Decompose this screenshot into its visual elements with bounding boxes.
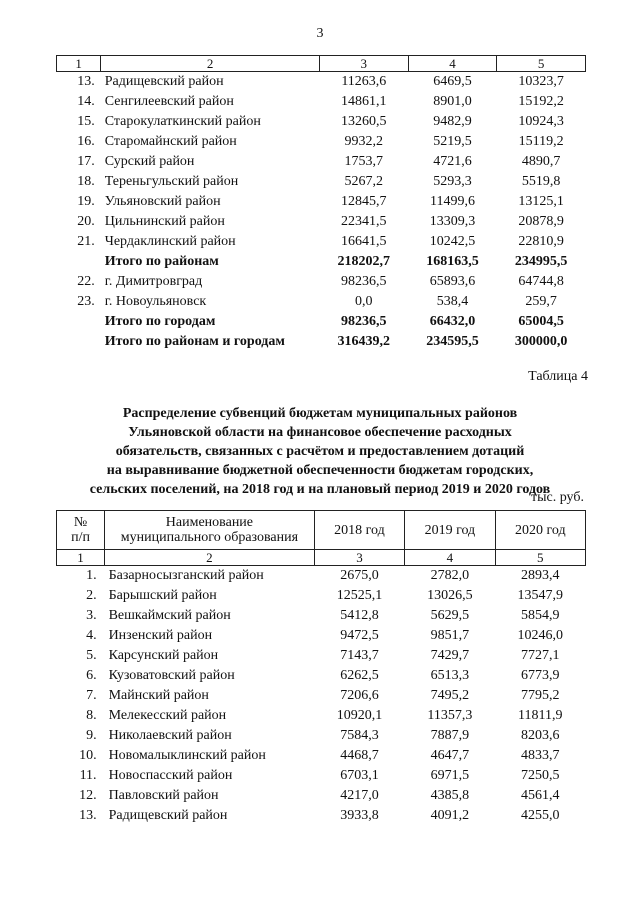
value-col4: 7429,7 — [430, 648, 470, 663]
row-number: 16. — [77, 134, 95, 149]
value-col4: 10242,5 — [429, 234, 476, 249]
row-name: Карсунский район — [108, 648, 219, 663]
table-row — [57, 192, 586, 212]
value-col3: 4468,7 — [340, 748, 379, 763]
row-number: 19. — [77, 194, 95, 209]
title-line: сельских поселений, на 2018 год и на плановый период 2019 и 2020 годов — [89, 482, 551, 497]
row-name: Новомалыклинский район — [108, 748, 266, 763]
title-line: обязательств, связанных с расчётом и предоставлением дотаций — [115, 444, 525, 459]
header-name — [105, 511, 315, 550]
table-row — [57, 112, 586, 132]
table-row — [57, 666, 586, 686]
row-number: 3. — [86, 608, 97, 623]
value-col5: 4561,4 — [521, 788, 560, 803]
col-header: 2 — [101, 56, 320, 72]
value-col3: 4217,0 — [340, 788, 379, 803]
header-2020: 2020 год — [495, 511, 585, 550]
value-col5: 4890,7 — [521, 154, 561, 169]
row-number: 13. — [79, 808, 97, 823]
row-name: Итого по районам — [104, 254, 219, 269]
row-name: Базарносызганский район — [108, 568, 264, 583]
row-number: 1. — [86, 568, 97, 583]
value-col4: 168163,5 — [426, 254, 479, 269]
value-col5: 4255,0 — [521, 808, 560, 823]
row-number: 7. — [86, 688, 97, 703]
table-row — [57, 766, 586, 786]
table-row — [57, 706, 586, 726]
row-name: Ульяновский район — [104, 194, 221, 209]
table-row — [57, 566, 586, 587]
value-col3: 12845,7 — [341, 194, 387, 209]
column-number-row — [57, 56, 586, 72]
row-number: 2. — [86, 588, 97, 603]
header-2018: 2018 год — [314, 511, 404, 550]
value-col5: 234995,5 — [514, 254, 568, 269]
row-number: 6. — [86, 668, 97, 683]
row-number: 15. — [77, 114, 95, 129]
table-row — [57, 152, 586, 172]
value-col3: 6262,5 — [340, 668, 379, 683]
row-name: Сурский район — [104, 154, 195, 169]
value-col3: 9472,5 — [340, 628, 379, 643]
value-col3: 7143,7 — [340, 648, 379, 663]
col-header: 4 — [408, 56, 497, 72]
col-number: 2 — [105, 550, 315, 566]
col-header: 3 — [319, 56, 408, 72]
row-name: Цильнинский район — [104, 214, 225, 229]
value-col3: 6703,1 — [340, 768, 379, 783]
value-col3: 5267,2 — [344, 174, 384, 189]
value-col5: 15119,2 — [518, 134, 564, 149]
value-col3: 98236,5 — [341, 314, 387, 329]
row-name: Радищевский район — [104, 74, 224, 89]
table-row — [57, 646, 586, 666]
table-row — [57, 232, 586, 252]
row-name: Павловский район — [108, 788, 219, 803]
value-col3: 3933,8 — [340, 808, 379, 823]
table-row — [57, 746, 586, 766]
value-col3: 10920,1 — [336, 708, 383, 723]
table-row — [57, 586, 586, 606]
value-col5: 13125,1 — [518, 194, 564, 209]
value-col5: 8203,6 — [521, 728, 560, 743]
row-name: Кузоватовский район — [108, 668, 235, 683]
table-row — [57, 726, 586, 746]
value-col5: 11811,9 — [518, 708, 563, 723]
value-col5: 7250,5 — [521, 768, 560, 783]
value-col5: 22810,9 — [518, 234, 564, 249]
value-col3: 12525,1 — [336, 588, 383, 603]
value-col3: 1753,7 — [344, 154, 384, 169]
title-line: Ульяновской области на финансовое обеспечение расходных — [128, 425, 512, 440]
continued-table — [56, 55, 586, 352]
table-row — [57, 272, 586, 292]
value-col4: 5629,5 — [430, 608, 470, 623]
units-label: тыс. руб. — [531, 490, 584, 505]
row-number: 10. — [79, 748, 97, 763]
title-line: на выравнивание бюджетной обеспеченности бюджетам городских, — [106, 463, 534, 478]
continued-table-body — [57, 72, 586, 353]
value-col3: 11263,6 — [341, 74, 387, 89]
value-col4: 6513,3 — [430, 668, 470, 683]
value-col3: 0,0 — [355, 294, 373, 309]
value-col4: 13309,3 — [429, 214, 476, 229]
value-col3: 7206,6 — [340, 688, 379, 703]
row-number: 21. — [77, 234, 95, 249]
row-number: 8. — [86, 708, 97, 723]
value-col4: 234595,5 — [426, 334, 479, 349]
row-number: 12. — [79, 788, 97, 803]
value-col4: 8901,0 — [433, 94, 472, 109]
row-number: 22. — [77, 274, 95, 289]
col-number: 5 — [495, 550, 585, 566]
value-col4: 4091,2 — [430, 808, 470, 823]
header-num-line2: п/п — [71, 530, 90, 545]
value-col5: 5519,8 — [521, 174, 561, 189]
value-col5: 300000,0 — [514, 334, 568, 349]
total-row — [57, 252, 586, 272]
value-col5: 4833,7 — [521, 748, 560, 763]
value-col4: 4647,7 — [430, 748, 470, 763]
header-2019: 2019 год — [405, 511, 495, 550]
row-number: 18. — [77, 174, 95, 189]
value-col5: 6773,9 — [521, 668, 560, 683]
row-number: 13. — [77, 74, 95, 89]
row-name: Инзенский район — [108, 628, 213, 643]
value-col5: 15192,2 — [518, 94, 564, 109]
table-label: Таблица 4 — [528, 369, 588, 384]
subvention-table-body — [57, 566, 586, 827]
row-number — [57, 332, 101, 352]
row-number: 5. — [86, 648, 97, 663]
value-col5: 10924,3 — [518, 114, 564, 129]
row-number: 14. — [77, 94, 95, 109]
value-col5: 20878,9 — [518, 214, 564, 229]
value-col5: 2893,4 — [521, 568, 560, 583]
row-name: Старомайнский район — [104, 134, 237, 149]
value-col4: 2782,0 — [430, 568, 470, 583]
row-number: 20. — [77, 214, 95, 229]
table-row — [57, 92, 586, 112]
table-row — [57, 786, 586, 806]
row-name: Итого по городам — [104, 314, 216, 329]
row-name: Чердаклинский район — [104, 234, 236, 249]
header-num-line1: № — [73, 515, 88, 530]
total-row — [57, 332, 586, 352]
row-name: г. Димитровград — [104, 274, 203, 289]
header-name-line1: Наименование — [165, 515, 254, 530]
value-col4: 5219,5 — [433, 134, 472, 149]
value-col4: 4385,8 — [430, 788, 470, 803]
table-row — [57, 212, 586, 232]
col-header: 1 — [57, 56, 101, 72]
col-number: 1 — [57, 550, 105, 566]
row-name: Николаевский район — [108, 728, 232, 743]
row-name: г. Новоульяновск — [104, 294, 207, 309]
value-col5: 7727,1 — [521, 648, 560, 663]
page-number: 3 — [316, 26, 324, 41]
value-col5: 65004,5 — [518, 314, 564, 329]
value-col4: 11357,3 — [427, 708, 473, 723]
row-name: Майнский район — [108, 688, 209, 703]
row-number — [57, 252, 101, 272]
value-col4: 9851,7 — [430, 628, 470, 643]
value-col5: 10246,0 — [517, 628, 564, 643]
row-name: Радищевский район — [108, 808, 228, 823]
table-row — [57, 72, 586, 93]
table-title — [70, 404, 570, 499]
row-name: Итого по районам и городам — [104, 334, 285, 349]
table-row — [57, 172, 586, 192]
value-col4: 7887,9 — [430, 728, 470, 743]
value-col3: 5412,8 — [340, 608, 379, 623]
value-col3: 16641,5 — [341, 234, 387, 249]
value-col5: 10323,7 — [518, 74, 564, 89]
col-number: 3 — [314, 550, 404, 566]
value-col3: 9932,2 — [344, 134, 384, 149]
col-number: 4 — [405, 550, 495, 566]
value-col4: 4721,6 — [433, 154, 472, 169]
header-row — [57, 511, 586, 550]
row-number: 11. — [79, 768, 97, 783]
value-col5: 259,7 — [525, 294, 557, 309]
row-name: Вешкаймский район — [108, 608, 231, 623]
table-row — [57, 606, 586, 626]
value-col4: 65893,6 — [429, 274, 476, 289]
value-col3: 2675,0 — [340, 568, 379, 583]
value-col4: 7495,2 — [430, 688, 470, 703]
row-number: 17. — [77, 154, 95, 169]
row-name: Сенгилеевский район — [104, 94, 234, 109]
value-col4: 5293,3 — [433, 174, 472, 189]
value-col4: 13026,5 — [427, 588, 473, 603]
value-col4: 66432,0 — [429, 314, 476, 329]
value-col4: 6971,5 — [430, 768, 470, 783]
value-col4: 9482,9 — [433, 114, 472, 129]
value-col5: 64744,8 — [518, 274, 564, 289]
row-name: Барышский район — [108, 588, 217, 603]
header-num — [57, 511, 105, 550]
table-row — [57, 292, 586, 312]
value-col3: 22341,5 — [341, 214, 387, 229]
value-col3: 14861,1 — [341, 94, 387, 109]
value-col3: 7584,3 — [340, 728, 379, 743]
row-name: Мелекесский район — [108, 708, 227, 723]
table-row — [57, 686, 586, 706]
row-number: 9. — [86, 728, 97, 743]
value-col3: 316439,2 — [337, 334, 391, 349]
table-row — [57, 806, 586, 826]
col-header: 5 — [497, 56, 586, 72]
value-col4: 11499,6 — [429, 194, 475, 209]
value-col3: 218202,7 — [337, 254, 391, 269]
total-row — [57, 312, 586, 332]
value-col3: 98236,5 — [341, 274, 387, 289]
value-col5: 5854,9 — [521, 608, 560, 623]
table-row — [57, 626, 586, 646]
row-name: Старокулаткинский район — [104, 114, 261, 129]
value-col5: 13547,9 — [517, 588, 564, 603]
column-number-row — [57, 550, 586, 566]
subvention-table — [56, 510, 586, 826]
value-col4: 538,4 — [436, 294, 469, 309]
row-name: Новоспасский район — [108, 768, 233, 783]
value-col4: 6469,5 — [433, 74, 472, 89]
value-col3: 13260,5 — [341, 114, 387, 129]
table-row — [57, 132, 586, 152]
value-col5: 7795,2 — [521, 688, 560, 703]
row-number — [57, 312, 101, 332]
title-line: Распределение субвенций бюджетам муниципальных районов — [122, 406, 518, 421]
row-number: 4. — [86, 628, 97, 643]
header-name-line2: муниципального образования — [120, 530, 299, 545]
row-number: 23. — [77, 294, 95, 309]
row-name: Тереньгульский район — [104, 174, 239, 189]
